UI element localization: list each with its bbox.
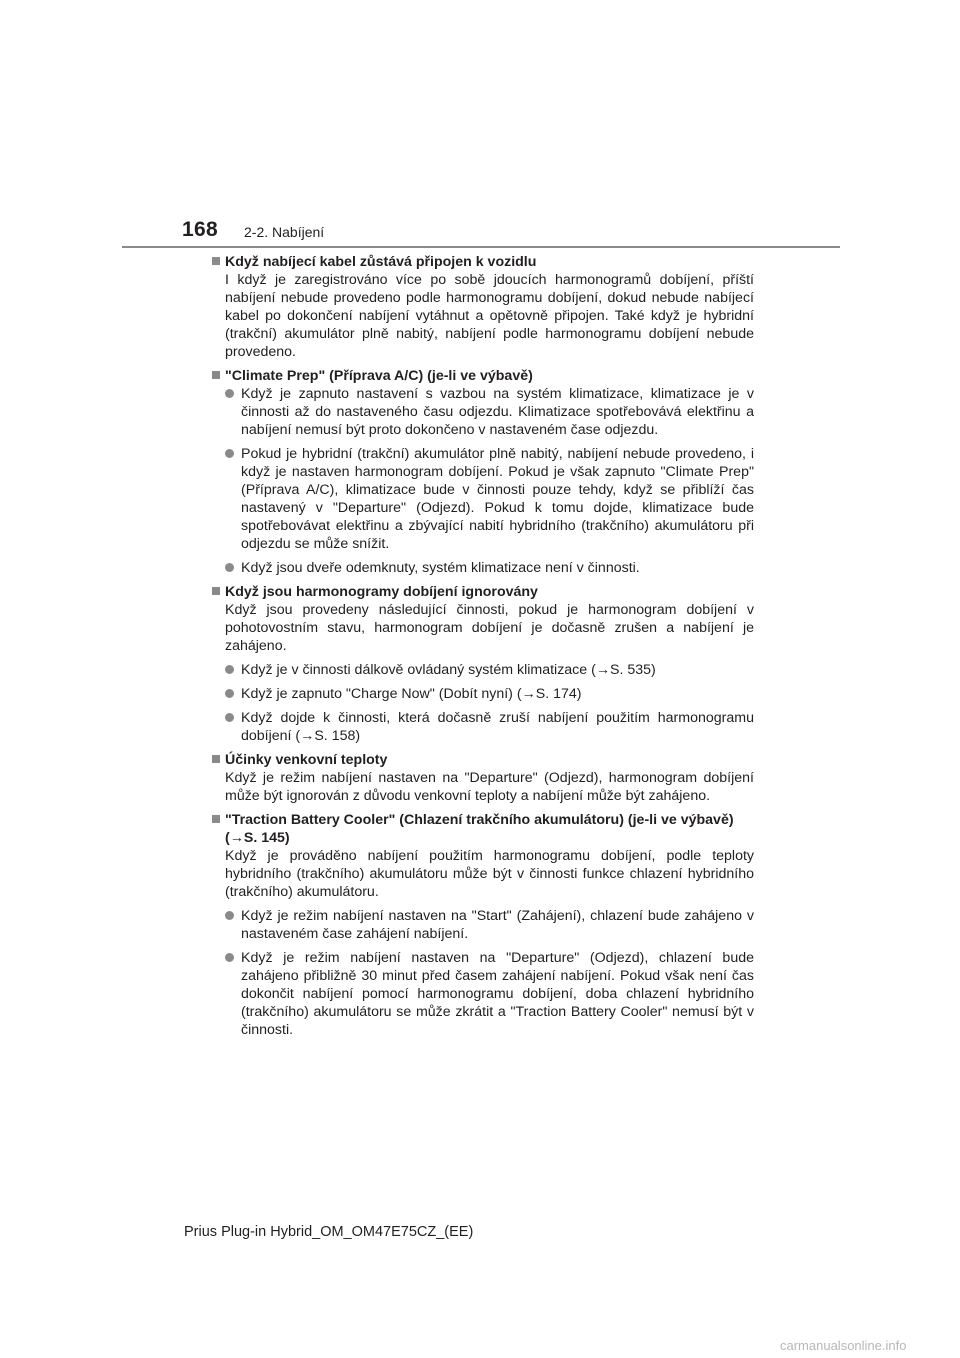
square-bullet-icon xyxy=(212,367,225,385)
bullet-item xyxy=(212,709,754,745)
section-paragraph: Když je režim nabíjení nastaven na "Departure" (Odjezd), harmonogram dobíjení může být ignorován z důvodu venkovní teploty a nabíjení může být zahájeno. xyxy=(225,770,754,804)
bullet-text: Když je režim nabíjení nastaven na "Departure" (Odjezd), chlazení bude zahájeno přibližně 30 minut před časem zahájení nabíjení. Pokud však není čas dokončit nabíjení pomocí harmonogramu dobíjení, doba chlazení hybridního (trakčního) akumulátoru se může zkrátit a "Traction Battery Cooler" nemusí být v činnosti. xyxy=(241,950,754,1038)
round-bullet-icon xyxy=(212,661,238,679)
document-footer: Prius Plug-in Hybrid_OM_OM47E75CZ_(EE) xyxy=(184,1224,474,1240)
section-heading xyxy=(212,751,754,769)
round-bullet-icon xyxy=(212,445,238,553)
section-paragraph: Když je prováděno nabíjení použitím harmonogramu dobíjení, podle teploty hybridního (trakčního) akumulátoru může být v činnosti funkce chlazení hybridního (trakčního) akumulátoru. xyxy=(225,848,754,900)
section-heading xyxy=(212,583,754,601)
section-block xyxy=(212,751,754,805)
round-bullet-icon xyxy=(212,559,238,577)
round-bullet-icon xyxy=(212,385,238,439)
bullet-item xyxy=(212,445,754,553)
square-bullet-icon xyxy=(212,583,225,601)
bullet-item xyxy=(212,685,754,703)
header-rule xyxy=(122,246,840,248)
bullet-text: Když je zapnuto nastavení s vazbou na systém klimatizace, klimatizace je v činnosti až do nastaveného času odjezdu. Klimatizace spotřebovává elektřinu a nabíjení nemusí být proto dokončeno v nastaveném čase odjezdu. xyxy=(241,386,754,438)
section-paragraph: I když je zaregistrováno více po sobě jdoucích harmonogramů dobíjení, příští nabíjení nebude provedeno podle harmonogramu dobíjení, dokud nebude nabíjecí kabel po dokončení nabíjení vytáhnut a opětovně připojen. Také když je hybridní (trakční) akumulátor plně nabitý, nabíjení podle harmonogramu dobíjení nebude provedeno. xyxy=(225,272,754,360)
bullet-item xyxy=(212,907,754,943)
section-block xyxy=(212,367,754,577)
section-paragraph: Když jsou provedeny následující činnosti, pokud je harmonogram dobíjení v pohotovostním stavu, harmonogram dobíjení je dočasně zrušen a nabíjení je zahájeno. xyxy=(225,602,754,654)
page-content xyxy=(212,253,754,1045)
square-bullet-icon xyxy=(212,751,225,769)
bullet-text: Když dojde k činnosti, která dočasně zruší nabíjení použitím harmonogramu dobíjení (→S. 158) xyxy=(241,710,754,744)
section-block xyxy=(212,583,754,745)
section-block xyxy=(212,253,754,361)
bullet-item xyxy=(212,949,754,1039)
bullet-text: Když jsou dveře odemknuty, systém klimatizace není v činnosti. xyxy=(241,560,640,576)
section-heading-text: "Traction Battery Cooler" (Chlazení trakčního akumulátoru) (je-li ve výbavě) (→S. 145) xyxy=(225,812,734,846)
bullet-text: Když je v činnosti dálkově ovládaný systém klimatizace (→S. 535) xyxy=(241,662,656,678)
section-heading-text: Když jsou harmonogramy dobíjení ignorovány xyxy=(225,584,538,600)
page-number: 168 xyxy=(182,218,218,241)
section-block xyxy=(212,811,754,1039)
round-bullet-icon xyxy=(212,949,238,1039)
bullet-text: Pokud je hybridní (trakční) akumulátor plně nabitý, nabíjení nebude provedeno, i když je nastaven harmonogram dobíjení. Pokud je však zapnuto "Climate Prep" (Příprava A/C), klimatizace bude v činnosti pouze tehdy, když se přiblíží čas nastavený v "Departure" (Odjezd). Pokud k tomu dojde, klimatizace bude spotřebovávat elektřinu a zbývající nabití hybridního (trakčního) akumulátoru při odjezdu se může snížit. xyxy=(241,446,754,552)
square-bullet-icon xyxy=(212,811,225,847)
section-heading-text: Účinky venkovní teploty xyxy=(225,752,388,768)
section-title: 2-2. Nabíjení xyxy=(244,224,325,240)
bullet-text: Když je zapnuto "Charge Now" (Dobít nyní) (→S. 174) xyxy=(241,686,582,702)
section-heading xyxy=(212,811,754,847)
section-heading xyxy=(212,367,754,385)
round-bullet-icon xyxy=(212,685,238,703)
bullet-item xyxy=(212,559,754,577)
watermark: carmanualsonline.info xyxy=(780,1338,907,1353)
section-heading xyxy=(212,253,754,271)
round-bullet-icon xyxy=(212,907,238,943)
bullet-text: Když je režim nabíjení nastaven na "Start" (Zahájení), chlazení bude zahájeno v nastaveném čase zahájení nabíjení. xyxy=(241,908,754,942)
bullet-item xyxy=(212,661,754,679)
round-bullet-icon xyxy=(212,709,238,745)
square-bullet-icon xyxy=(212,253,225,271)
section-heading-text: "Climate Prep" (Příprava A/C) (je-li ve výbavě) xyxy=(225,368,533,384)
section-heading-text: Když nabíjecí kabel zůstává připojen k vozidlu xyxy=(225,254,537,270)
bullet-item xyxy=(212,385,754,439)
